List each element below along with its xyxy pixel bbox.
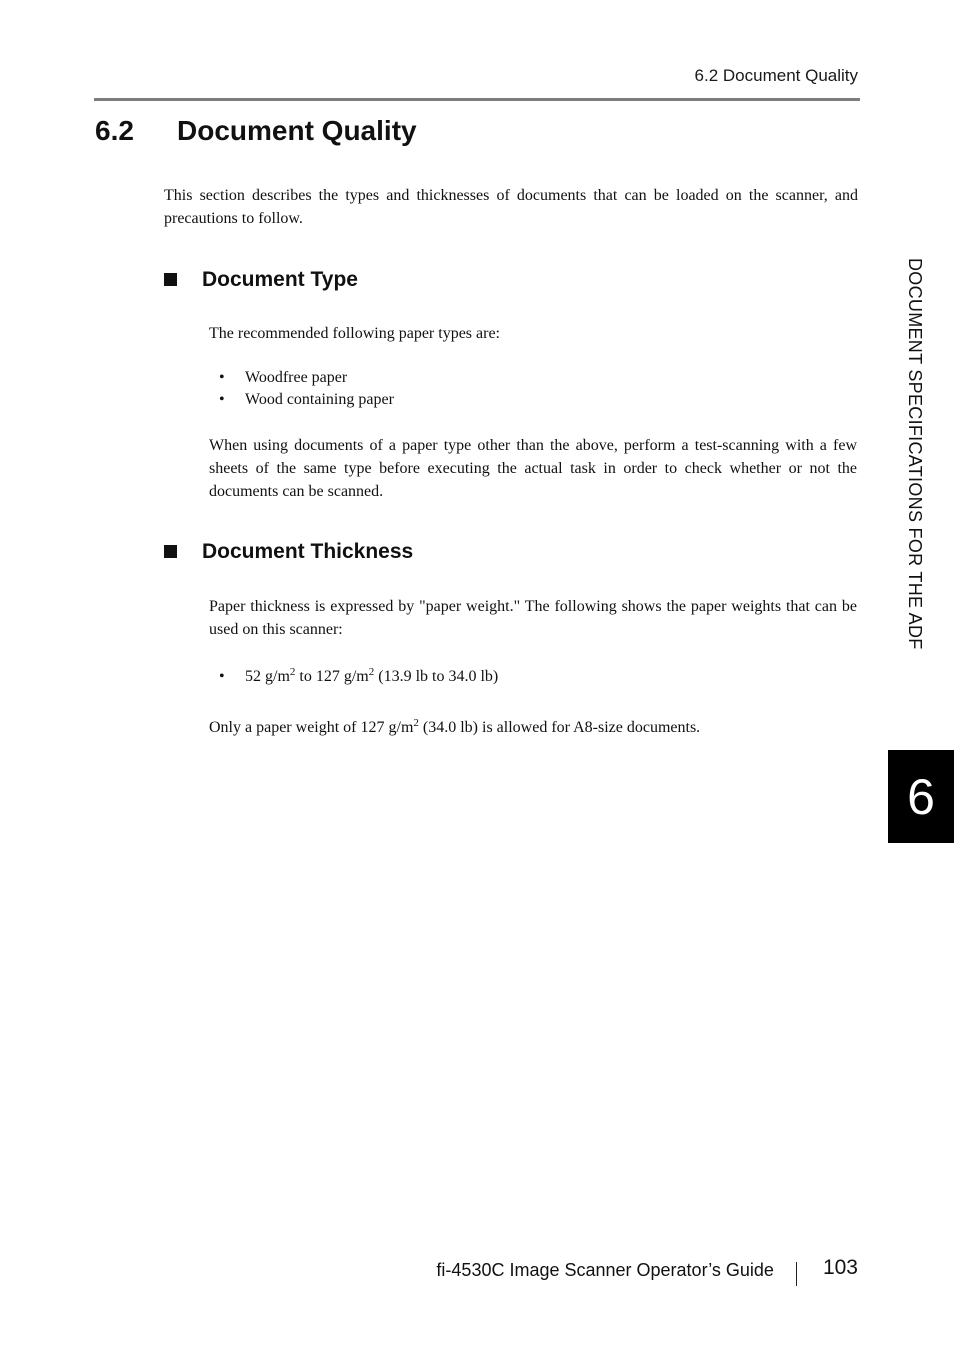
running-head: 6.2 Document Quality <box>694 66 858 85</box>
weight-range-text <box>245 668 498 685</box>
paper-type-list <box>209 367 394 411</box>
superscript: 2 <box>289 666 296 678</box>
superscript: 2 <box>368 666 375 678</box>
document-thickness-note <box>209 716 857 739</box>
note-text: (34.0 lb) is allowed for A8-size documents. <box>418 719 701 736</box>
section-title <box>95 115 417 147</box>
note-text: Only a paper weight of 127 g/m <box>209 719 414 736</box>
list-item-text: Wood containing paper <box>245 391 394 408</box>
guide-title: fi-4530C Image Scanner Operator’s Guide <box>436 1260 774 1280</box>
document-thickness-heading <box>164 540 413 564</box>
document-type-note: When using documents of a paper type other than the above, perform a test-scanning with a few sheets of the same type before executing the actual task in order to check whether or not the documents can be scanned. <box>209 437 857 500</box>
paper-weight-list <box>209 666 498 688</box>
section-intro: This section describes the types and thicknesses of documents that can be loaded on the scanner, and precautions to follow. <box>164 187 858 227</box>
list-item-text: Woodfree paper <box>245 369 348 386</box>
square-bullet-icon <box>164 273 177 286</box>
document-type-heading <box>164 268 358 292</box>
document-type-lead: The recommended following paper types are: <box>209 325 500 342</box>
weight-max: to 127 g/m <box>295 668 369 685</box>
page-number: 103 <box>822 1256 858 1279</box>
section-title-text: Document Quality <box>177 115 417 146</box>
weight-lb-range: (13.9 lb to 34.0 lb) <box>374 668 499 685</box>
list-item <box>209 389 394 411</box>
bullet-dot-icon: • <box>219 668 225 685</box>
list-item <box>209 367 394 389</box>
chapter-side-title: DOCUMENT SPECIFICATIONS FOR THE ADF <box>905 258 925 650</box>
list-item <box>209 666 498 688</box>
bullet-dot-icon: • <box>219 369 225 386</box>
header-rule <box>94 98 860 101</box>
section-number: 6.2 <box>95 115 134 146</box>
square-bullet-icon <box>164 545 177 558</box>
chapter-number-tab: 6 <box>888 750 954 843</box>
footer-divider <box>796 1262 797 1286</box>
document-type-heading-text: Document Type <box>202 268 358 291</box>
document-thickness-heading-text: Document Thickness <box>202 540 414 563</box>
superscript: 2 <box>413 717 419 729</box>
weight-min: 52 g/m <box>245 668 290 685</box>
bullet-dot-icon: • <box>219 391 225 408</box>
document-thickness-lead: Paper thickness is expressed by "paper weight." The following shows the paper weights that can be used on this scanner: <box>209 598 857 638</box>
page-footer <box>436 1255 858 1286</box>
